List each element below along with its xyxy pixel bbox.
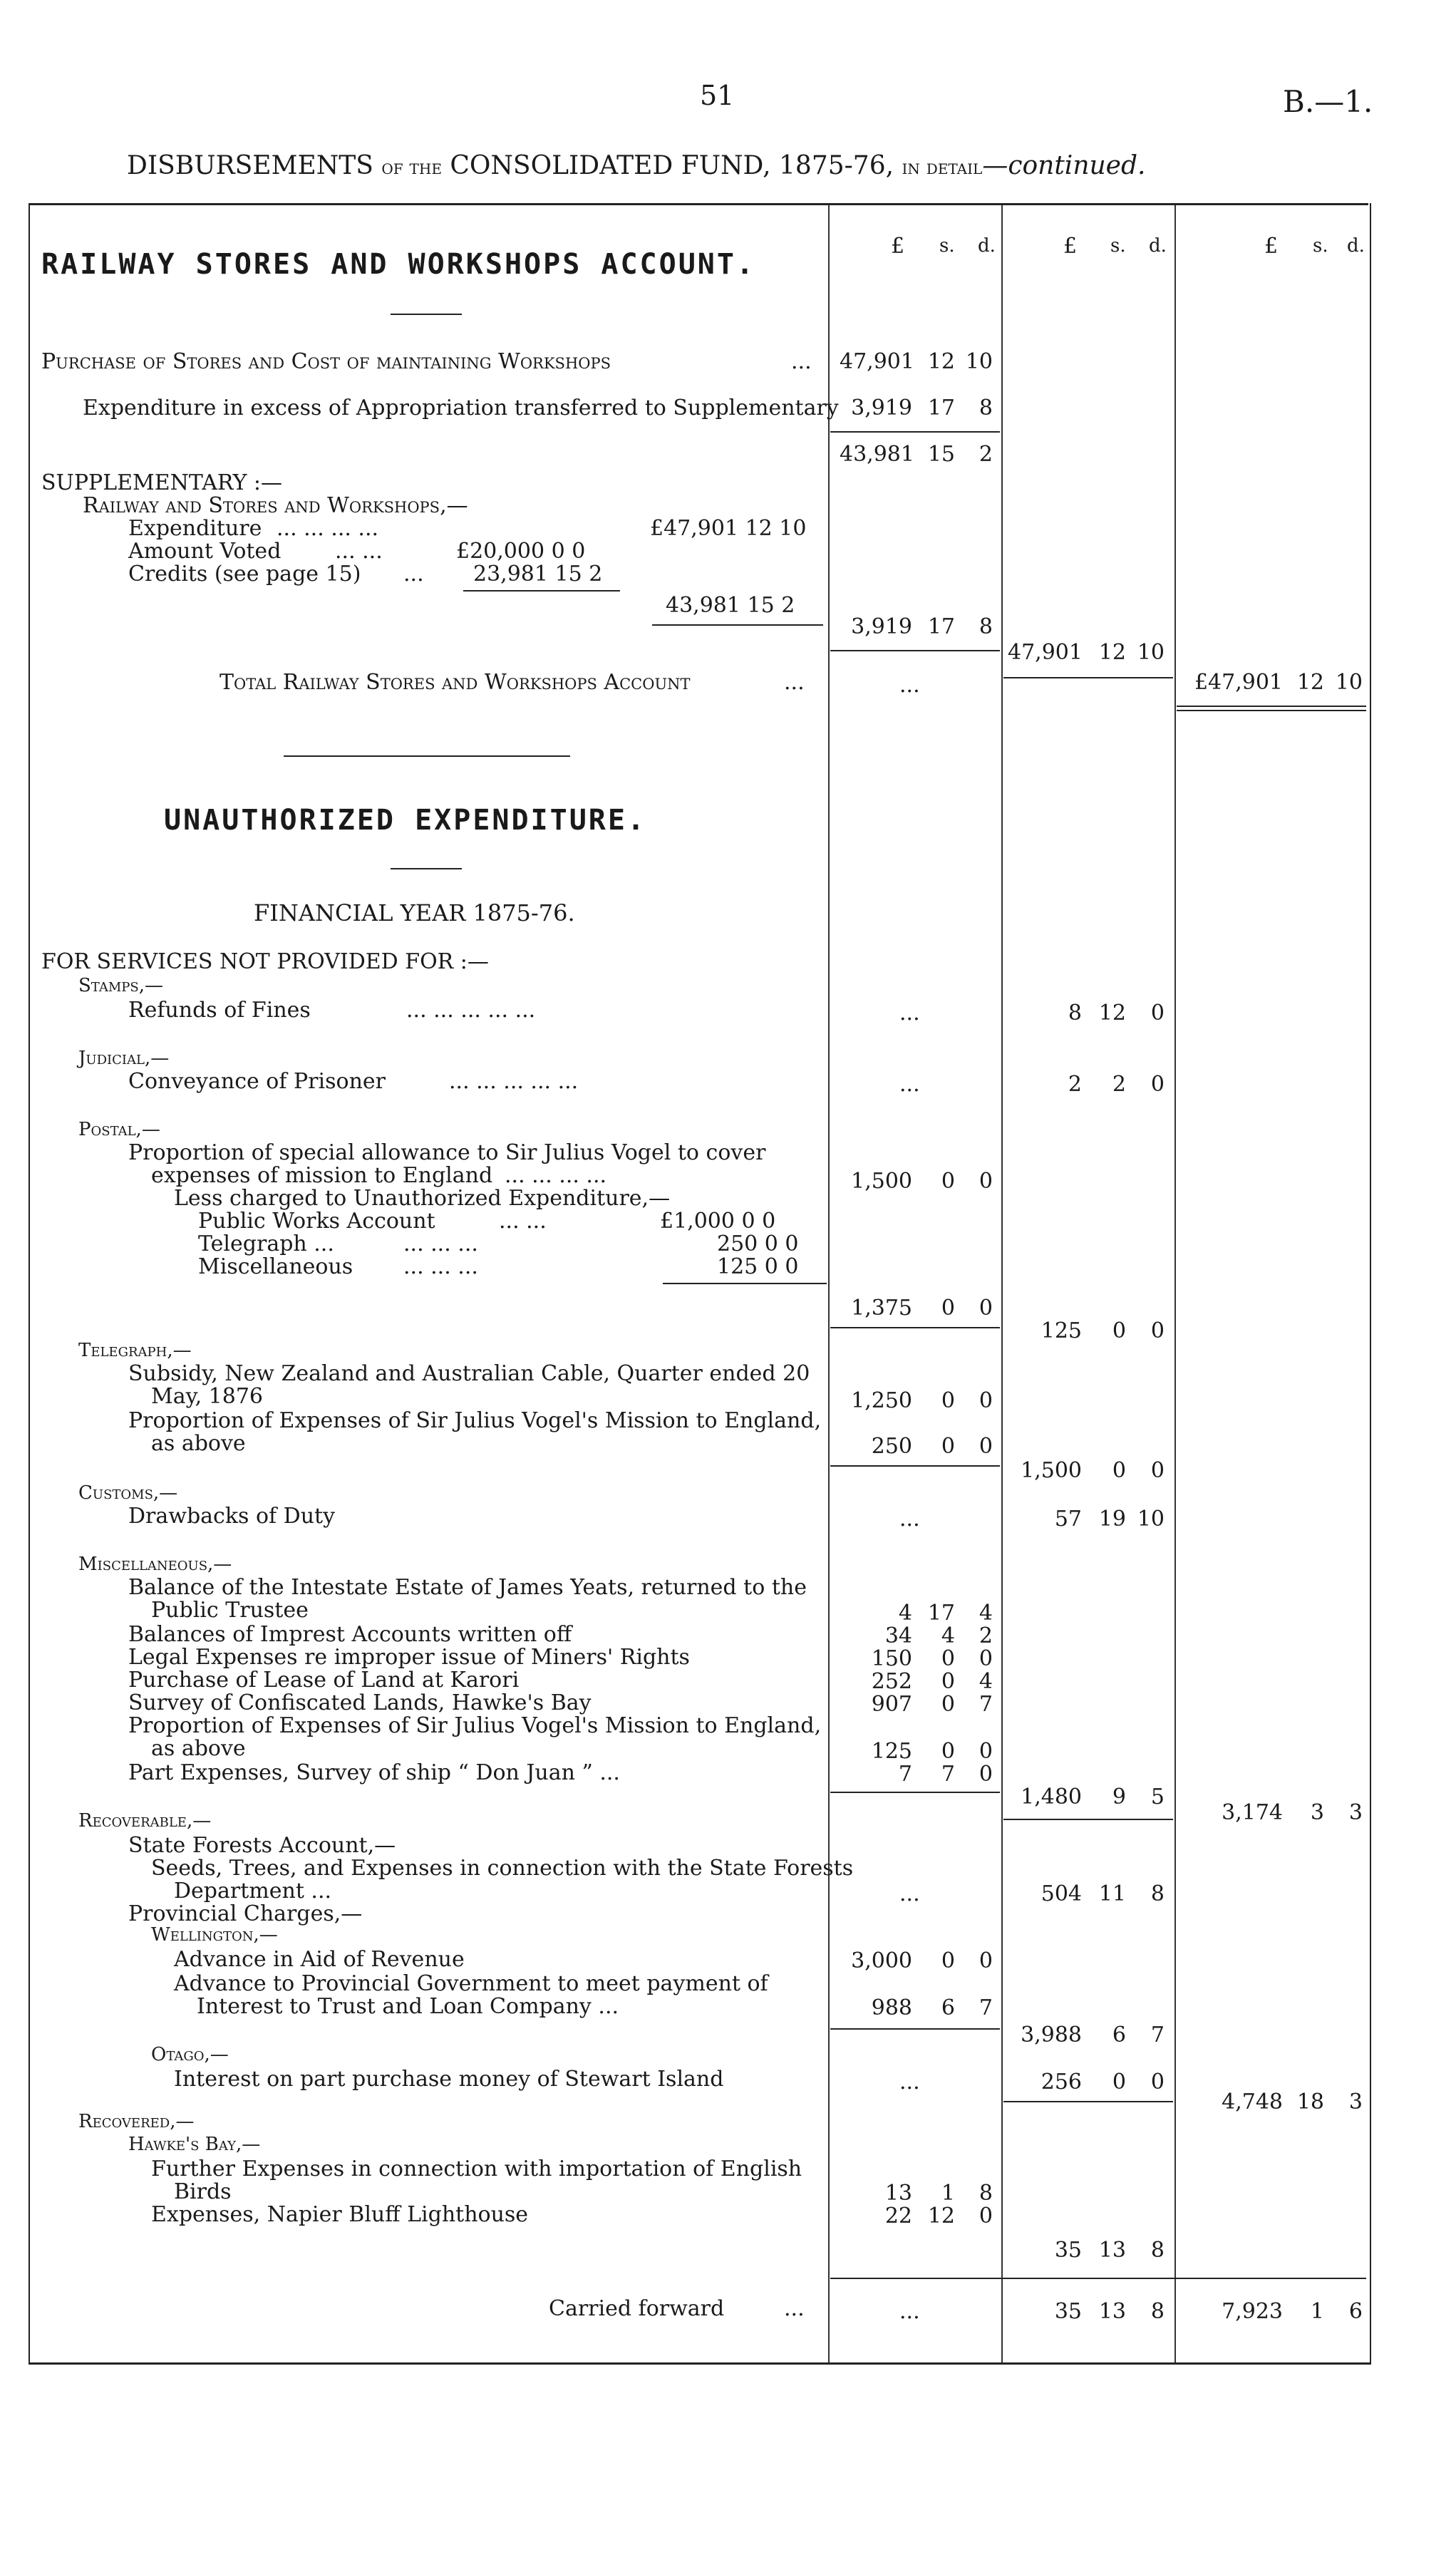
unauthorized-heading: UNAUTHORIZED EXPENDITURE. xyxy=(164,804,647,837)
services-label: FOR SERVICES NOT PROVIDED FOR :— xyxy=(41,949,489,974)
cable-shillings: 0 xyxy=(941,1388,955,1413)
carried-c2-shillings: 13 xyxy=(1098,2299,1126,2324)
postal-c1-pounds: 1,500 xyxy=(851,1169,912,1194)
yeats-pence: 4 xyxy=(979,1601,993,1626)
pwa-label: Public Works Account xyxy=(198,1209,435,1234)
subtotal-rule xyxy=(830,431,1000,433)
pwa-dots: ... ... xyxy=(499,1209,547,1234)
vogel2-line-2: as above xyxy=(151,1736,246,1761)
birds-line-2: Birds xyxy=(174,2179,232,2204)
less-charged-label: Less charged to Unauthorized Expenditure,— xyxy=(174,1186,671,1211)
postal-net-pence: 0 xyxy=(979,1296,993,1321)
recoverable-c3-pounds: 4,748 xyxy=(1222,2090,1283,2114)
unauthorized-rule xyxy=(391,868,462,869)
col2-pound: £ xyxy=(1063,234,1078,259)
postal-c1-shillings: 0 xyxy=(941,1169,955,1194)
prisoner-shillings: 2 xyxy=(1112,1072,1126,1097)
credits-total-rule xyxy=(652,624,823,626)
carried-forward-label: Carried forward xyxy=(549,2296,725,2321)
recovered-label: Recovered,— xyxy=(78,2111,195,2132)
telegraph-col1-rule xyxy=(830,1465,1000,1467)
cable-line-2: May, 1876 xyxy=(151,1384,263,1409)
credits-amount: 23,981 15 2 xyxy=(473,562,603,587)
carried-c3-pence: 6 xyxy=(1348,2299,1363,2324)
postal-line-2-dots: ... ... ... ... xyxy=(505,1163,607,1188)
carried-forward-dots: ... xyxy=(784,2296,805,2321)
vogel2-pounds: 125 xyxy=(871,1739,912,1764)
birds-pence: 8 xyxy=(979,2181,993,2206)
vogel2-pence: 0 xyxy=(979,1739,993,1764)
excess-pounds: 3,919 xyxy=(851,396,912,420)
karori-label: Purchase of Lease of Land at Karori xyxy=(128,1668,520,1693)
vogel-shillings: 0 xyxy=(941,1434,955,1459)
postal-net-pounds: 1,375 xyxy=(851,1296,912,1321)
purchase-shillings: 12 xyxy=(927,349,955,374)
credits-dots: ... xyxy=(403,562,424,587)
yeats-line-2: Public Trustee xyxy=(151,1598,309,1623)
railway-total-label: Total Railway Stores and Workshops Account xyxy=(220,670,691,695)
postal-c2-pence: 0 xyxy=(1150,1318,1165,1343)
trust-pounds: 988 xyxy=(871,1995,912,2020)
vogel-pounds: 250 xyxy=(871,1434,912,1459)
postal-less-rule xyxy=(663,1283,827,1284)
stewart-pounds: 256 xyxy=(1041,2070,1082,2095)
railway-total-c2-shillings: 12 xyxy=(1098,640,1126,665)
hawkes-survey-label: Survey of Confiscated Lands, Hawke's Bay xyxy=(128,1690,592,1715)
carried-c1: ... xyxy=(899,2299,920,2324)
birds-line-1: Further Expenses in connection with importation of English xyxy=(151,2157,802,2181)
napier-label: Expenses, Napier Bluff Lighthouse xyxy=(151,2202,529,2227)
railway-total-c3-shillings: 12 xyxy=(1296,670,1324,695)
drawbacks-shillings: 19 xyxy=(1098,1507,1126,1532)
voted-amount: £20,000 0 0 xyxy=(456,539,586,564)
drawbacks-pence: 10 xyxy=(1137,1507,1165,1532)
telegraph-c2-pounds: 1,500 xyxy=(1021,1458,1082,1483)
misc-item-dots: ... ... ... xyxy=(403,1254,478,1279)
col2-pence: d. xyxy=(1149,235,1167,257)
sub-c3-pounds: 3,174 xyxy=(1222,1800,1283,1825)
karori-shillings: 0 xyxy=(941,1669,955,1694)
imprest-pounds: 34 xyxy=(884,1623,912,1648)
birds-pounds: 13 xyxy=(884,2181,912,2206)
postal-c1-pence: 0 xyxy=(979,1169,993,1194)
customs-label: Customs,— xyxy=(78,1482,178,1504)
subtotal-pounds: 43,981 xyxy=(840,442,914,467)
excess-shillings: 17 xyxy=(927,396,955,420)
carried-c2-pence: 8 xyxy=(1150,2299,1165,2324)
sub-c3-pence: 3 xyxy=(1348,1800,1363,1825)
section-separator xyxy=(284,755,570,757)
seeds-c1: ... xyxy=(899,1881,920,1906)
recovered-c2-shillings: 13 xyxy=(1098,2238,1126,2263)
railway-col3-rule-b xyxy=(1177,710,1366,711)
yeats-line-1: Balance of the Intestate Estate of James Yeats, returned to the xyxy=(128,1575,807,1600)
title-part-b: of the xyxy=(381,155,442,179)
cable-pounds: 1,250 xyxy=(851,1388,912,1413)
vogel2-shillings: 0 xyxy=(941,1739,955,1764)
stewart-label: Interest on part purchase money of Stewart Island xyxy=(174,2067,724,2092)
stewart-pence: 0 xyxy=(1150,2070,1165,2095)
financial-year: FINANCIAL YEAR 1875-76. xyxy=(254,899,575,926)
karori-pounds: 252 xyxy=(871,1669,912,1694)
trust-shillings: 6 xyxy=(941,1995,955,2020)
birds-shillings: 1 xyxy=(941,2181,955,2206)
karori-pence: 4 xyxy=(979,1669,993,1694)
postal-line-2: expenses of mission to England xyxy=(151,1163,493,1188)
misc-col2-rule xyxy=(1003,1819,1173,1820)
stewart-shillings: 0 xyxy=(1112,2070,1126,2095)
postal-label: Postal,— xyxy=(78,1119,160,1140)
col3-pound: £ xyxy=(1264,234,1279,259)
recoverable-c3-pence: 3 xyxy=(1348,2090,1363,2114)
stamps-label: Stamps,— xyxy=(78,975,163,996)
telegraph-c2-pence: 0 xyxy=(1150,1458,1165,1483)
telegraph-c2-shillings: 0 xyxy=(1112,1458,1126,1483)
railway-total-c3-pounds: £47,901 xyxy=(1194,670,1283,695)
postal-net-shillings: 0 xyxy=(941,1296,955,1321)
page-number: 51 xyxy=(700,80,735,111)
trust-pence: 7 xyxy=(979,1995,993,2020)
carried-c2-pounds: 35 xyxy=(1054,2299,1082,2324)
yeats-pounds: 4 xyxy=(898,1601,912,1626)
railway-total-c2-pounds: 47,901 xyxy=(1008,640,1083,665)
railway-total-c3-pence: 10 xyxy=(1335,670,1363,695)
railway-total-dots: ... xyxy=(784,670,805,695)
title-part-a: DISBURSEMENTS xyxy=(127,151,373,180)
hawkes-survey-pence: 7 xyxy=(979,1692,993,1717)
prisoner-c1: ... xyxy=(899,1072,920,1097)
postal-col1-rule xyxy=(830,1327,1000,1328)
supplementary-label: SUPPLEMENTARY :— xyxy=(41,470,283,495)
recovered-c2-pounds: 35 xyxy=(1054,2238,1082,2263)
purchase-pence: 10 xyxy=(965,349,993,374)
misc-c2-pence: 5 xyxy=(1150,1784,1165,1809)
seeds-pence: 8 xyxy=(1150,1881,1165,1906)
col3-shilling: s. xyxy=(1313,235,1328,257)
excess-again-shillings: 17 xyxy=(927,614,955,639)
misc-label: Miscellaneous,— xyxy=(78,1554,232,1575)
misc-item-amount: 125 0 0 xyxy=(717,1254,799,1279)
cable-pence: 0 xyxy=(979,1388,993,1413)
prisoner-label: Conveyance of Prisoner xyxy=(128,1069,386,1094)
credits-rule xyxy=(463,590,620,592)
trust-line-1: Advance to Provincial Government to meet payment of xyxy=(174,1971,768,1996)
purchase-label: Purchase of Stores and Cost of maintaining Workshops xyxy=(41,349,611,374)
voted-dots: ... ... xyxy=(335,539,383,564)
drawbacks-label: Drawbacks of Duty xyxy=(128,1504,336,1529)
revenue-label: Advance in Aid of Revenue xyxy=(174,1947,465,1972)
forests-label: State Forests Account,— xyxy=(128,1833,396,1858)
otago-col2-rule xyxy=(1003,2101,1173,2102)
judicial-label: Judicial,— xyxy=(78,1048,170,1069)
expenditure-dots: ... ... ... ... xyxy=(277,516,379,541)
donjuan-pence: 0 xyxy=(979,1762,993,1787)
fines-dots: ... ... ... ... ... xyxy=(406,998,536,1023)
prisoner-pounds: 2 xyxy=(1068,1072,1082,1097)
otago-label: Otago,— xyxy=(151,2044,229,2065)
vogel2-line-1: Proportion of Expenses of Sir Julius Vogel's Mission to England, xyxy=(128,1713,822,1738)
fines-c1: ... xyxy=(899,1001,920,1026)
prisoner-dots: ... ... ... ... ... xyxy=(449,1069,579,1094)
subtotal-pence: 2 xyxy=(979,442,993,467)
recoverable-c3-shillings: 18 xyxy=(1296,2090,1324,2114)
fines-shillings: 12 xyxy=(1098,1001,1126,1026)
seeds-line-1: Seeds, Trees, and Expenses in connection with the State Forests xyxy=(151,1856,854,1881)
misc-col1-rule xyxy=(830,1792,1000,1793)
title-part-e: —continued. xyxy=(982,151,1146,180)
excess-again-pounds: 3,919 xyxy=(851,614,912,639)
postal-c2-pounds: 125 xyxy=(1041,1318,1082,1343)
railway-col1-rule xyxy=(830,650,1000,651)
railway-stores-line: Railway and Stores and Workshops,— xyxy=(83,493,468,518)
fines-label: Refunds of Fines xyxy=(128,998,311,1023)
wellington-c2-pence: 7 xyxy=(1150,2023,1165,2047)
railway-total-c1: ... xyxy=(899,673,920,698)
napier-pounds: 22 xyxy=(884,2204,912,2228)
wellington-label: Wellington,— xyxy=(151,1924,278,1946)
carried-rule xyxy=(830,2278,1366,2279)
col1-pound: £ xyxy=(891,234,905,259)
revenue-pounds: 3,000 xyxy=(851,1948,912,1973)
title-part-d: in detail xyxy=(902,155,983,179)
misc-c2-shillings: 9 xyxy=(1112,1784,1126,1809)
hawkes-survey-shillings: 0 xyxy=(941,1692,955,1717)
pwa-amount: £1,000 0 0 xyxy=(660,1209,776,1234)
excess-label: Expenditure in excess of Appropriation transferred to Supplementary xyxy=(83,396,839,420)
excess-again-pence: 8 xyxy=(979,614,993,639)
heading-rule xyxy=(391,314,462,315)
railway-heading: RAILWAY STORES AND WORKSHOPS ACCOUNT. xyxy=(41,248,756,281)
carried-c3-shillings: 1 xyxy=(1310,2299,1324,2324)
col3-pence: d. xyxy=(1347,235,1365,257)
revenue-shillings: 0 xyxy=(941,1948,955,1973)
wellington-c2-pounds: 3,988 xyxy=(1021,2023,1082,2047)
purchase-pounds: 47,901 xyxy=(840,349,914,374)
miners-shillings: 0 xyxy=(941,1646,955,1671)
misc-c2-pounds: 1,480 xyxy=(1021,1784,1082,1809)
telegraph-item-amount: 250 0 0 xyxy=(717,1231,799,1256)
expenditure-label: Expenditure xyxy=(128,516,262,541)
credits-label: Credits (see page 15) xyxy=(128,562,361,587)
wellington-c2-shillings: 6 xyxy=(1112,2023,1126,2047)
purchase-dots: ... xyxy=(791,349,812,374)
imprest-shillings: 4 xyxy=(941,1623,955,1648)
postal-line-1: Proportion of special allowance to Sir Julius Vogel to cover xyxy=(128,1140,766,1165)
vogel-pence: 0 xyxy=(979,1434,993,1459)
cable-line-1: Subsidy, New Zealand and Australian Cable, Quarter ended 20 xyxy=(128,1361,810,1386)
hawkes-bay-label: Hawke's Bay,— xyxy=(128,2134,261,2155)
donjuan-shillings: 7 xyxy=(941,1762,955,1787)
col2-shilling: s. xyxy=(1110,235,1126,257)
sub-c3-shillings: 3 xyxy=(1310,1800,1324,1825)
fines-pounds: 8 xyxy=(1068,1001,1082,1026)
wellington-col1-rule xyxy=(830,2028,1000,2030)
excess-pence: 8 xyxy=(979,396,993,420)
col1-pence: d. xyxy=(978,235,996,257)
drawbacks-c1: ... xyxy=(899,1507,920,1532)
document-reference: B.—1. xyxy=(1283,84,1373,119)
provincial-label: Provincial Charges,— xyxy=(128,1901,363,1926)
seeds-shillings: 11 xyxy=(1098,1881,1126,1906)
revenue-pence: 0 xyxy=(979,1948,993,1973)
title-part-c: CONSOLIDATED FUND, 1875-76, xyxy=(450,151,894,180)
napier-shillings: 12 xyxy=(927,2204,955,2228)
stewart-c1: ... xyxy=(899,2070,920,2095)
railway-col3-rule-a xyxy=(1177,706,1366,707)
prisoner-pence: 0 xyxy=(1150,1072,1165,1097)
vogel-line-1: Proportion of Expenses of Sir Julius Vogel's Mission to England, xyxy=(128,1408,822,1433)
voted-label: Amount Voted xyxy=(128,539,282,564)
miners-label: Legal Expenses re improper issue of Miners' Rights xyxy=(128,1645,690,1670)
miners-pounds: 150 xyxy=(871,1646,912,1671)
donjuan-label: Part Expenses, Survey of ship “ Don Juan ” ... xyxy=(128,1760,620,1785)
recoverable-label: Recoverable,— xyxy=(78,1810,212,1832)
top-rule xyxy=(29,203,1368,205)
carried-c3-pounds: 7,923 xyxy=(1222,2299,1283,2324)
telegraph-item-dots: ... ... ... xyxy=(403,1231,478,1256)
col3-divider xyxy=(1174,205,1176,2362)
fines-pence: 0 xyxy=(1150,1001,1165,1026)
seeds-pounds: 504 xyxy=(1041,1881,1082,1906)
subtotal-shillings: 15 xyxy=(927,442,955,467)
expenditure-amount: £47,901 12 10 xyxy=(650,516,807,541)
donjuan-pounds: 7 xyxy=(898,1762,912,1787)
col1-divider xyxy=(828,205,830,2362)
miners-pence: 0 xyxy=(979,1646,993,1671)
trust-line-2: Interest to Trust and Loan Company ... xyxy=(197,1994,619,2019)
credits-total: 43,981 15 2 xyxy=(666,593,795,618)
yeats-shillings: 17 xyxy=(927,1601,955,1626)
drawbacks-pounds: 57 xyxy=(1054,1507,1082,1532)
railway-total-c2-pence: 10 xyxy=(1137,640,1165,665)
recovered-c2-pence: 8 xyxy=(1150,2238,1165,2263)
telegraph-item-label: Telegraph ... xyxy=(198,1231,334,1256)
imprest-pence: 2 xyxy=(979,1623,993,1648)
railway-col2-rule xyxy=(1003,677,1173,678)
misc-item-label: Miscellaneous xyxy=(198,1254,353,1279)
col1-shilling: s. xyxy=(939,235,955,257)
col2-divider xyxy=(1001,205,1003,2362)
vogel-line-2: as above xyxy=(151,1431,246,1456)
seeds-line-2: Department ... xyxy=(174,1879,332,1904)
postal-c2-shillings: 0 xyxy=(1112,1318,1126,1343)
hawkes-survey-pounds: 907 xyxy=(871,1692,912,1717)
telegraph-label: Telegraph,— xyxy=(78,1340,192,1361)
napier-pence: 0 xyxy=(979,2204,993,2228)
page-title xyxy=(127,151,1145,180)
imprest-label: Balances of Imprest Accounts written off xyxy=(128,1622,572,1647)
